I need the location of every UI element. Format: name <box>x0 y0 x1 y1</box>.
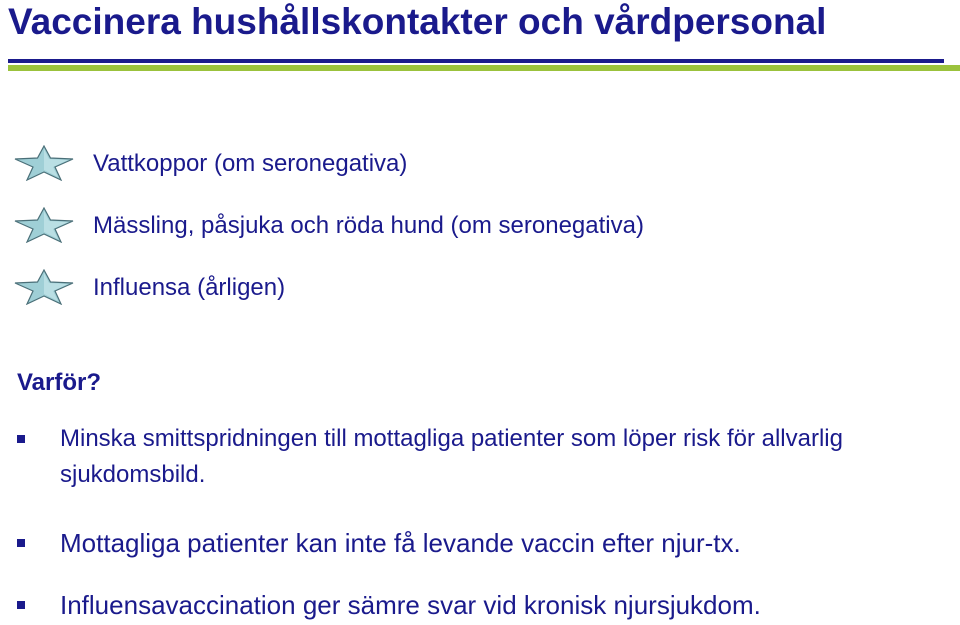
slide-title: Vaccinera hushållskontakter och vårdpersonal <box>8 1 827 42</box>
title-rule-primary <box>8 59 944 63</box>
star-item-label: Vattkoppor (om seronegativa) <box>93 150 408 177</box>
bullet-text: Minska smittspridningen till mottagliga patienter som löper risk för allvarlig sjukdomsbild. <box>60 425 843 488</box>
star-icon <box>14 145 74 181</box>
square-bullet-icon <box>17 435 25 443</box>
bullet-text: Influensavaccination ger sämre svar vid kronisk njursjukdom. <box>60 590 761 620</box>
bullet-text: Mottagliga patienter kan inte få levande vaccin efter njur-tx. <box>60 528 741 558</box>
square-bullet-icon <box>17 539 25 547</box>
star-icon <box>14 269 74 305</box>
star-item-label: Influensa (årligen) <box>93 274 286 301</box>
title-rule-accent <box>8 65 960 71</box>
star-item-label: Mässling, påsjuka och röda hund (om seronegativa) <box>93 212 644 239</box>
square-bullet-icon <box>17 601 25 609</box>
section-heading: Varför? <box>17 369 102 396</box>
star-icon <box>14 207 74 243</box>
